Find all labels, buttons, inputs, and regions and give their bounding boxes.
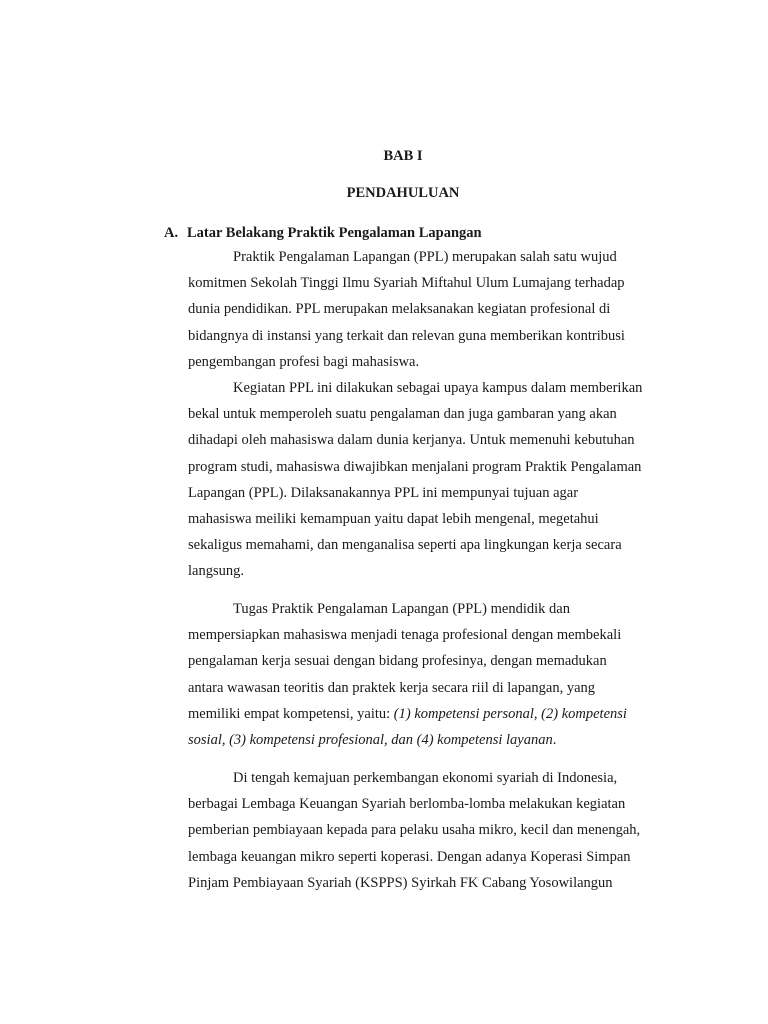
paragraph-line: antara wawasan teoritis dan praktek kerja secara riil di lapangan, yang — [188, 679, 596, 696]
chapter-label: BAB I — [383, 148, 423, 164]
paragraph-line: bidangnya di instansi yang terkait dan relevan guna memberikan kontribusi — [188, 327, 625, 344]
paragraph-line: dunia pendidikan. PPL merupakan melaksanakan kegiatan profesional di — [188, 301, 611, 318]
competency-period: . — [552, 732, 557, 749]
chapter-title: PENDAHULUAN — [346, 185, 460, 201]
section-heading — [164, 224, 482, 242]
section-title: Latar Belakang Praktik Pengalaman Lapangan — [187, 225, 482, 241]
paragraph-4 — [188, 765, 678, 896]
paragraph-2 — [188, 375, 678, 585]
paragraph-line: Kegiatan PPL ini dilakukan sebagai upaya kampus dalam memberikan — [233, 380, 643, 396]
paragraph-line: mahasiswa meiliki kemampuan yaitu dapat lebih mengenal, megetahui — [188, 511, 599, 528]
paragraph-line: mempersiapkan mahasiswa menjadi tenaga profesional dengan membekali — [188, 627, 622, 644]
paragraph-line: pengalaman kerja sesuai dengan bidang profesinya, dengan memadukan — [188, 653, 607, 670]
paragraph-line: bekal untuk memperoleh suatu pengalaman dan juga gambaran yang akan — [188, 406, 617, 423]
paragraph-line: langsung. — [188, 563, 244, 580]
paragraph-line: pemberian pembiayaan kepada para pelaku usaha mikro, kecil dan menengah, — [188, 822, 641, 839]
paragraph-line: program studi, mahasiswa diwajibkan menjalani program Praktik Pengalaman — [188, 458, 642, 475]
paragraph-line: Di tengah kemajuan perkembangan ekonomi syariah di Indonesia, — [233, 770, 618, 786]
section-letter: A. — [164, 225, 179, 241]
paragraph-line — [188, 727, 678, 753]
paragraph-1 — [188, 244, 678, 375]
paragraph-line — [188, 701, 678, 727]
paragraph-line: lembaga keuangan mikro seperti koperasi. Dengan adanya Koperasi Simpan — [188, 848, 631, 865]
competency-list-part-1: (1) kompetensi personal, (2) kompetensi — [393, 705, 627, 722]
paragraph-line: Tugas Praktik Pengalaman Lapangan (PPL) mendidik dan — [233, 601, 570, 617]
competency-intro: memiliki empat kompetensi, yaitu: — [188, 705, 394, 722]
paragraph-line: sekaligus memahami, dan menganalisa seperti apa lingkungan kerja secara — [188, 537, 622, 554]
paragraph-line: pengembangan profesi bagi mahasiswa. — [188, 353, 420, 370]
competency-list-part-2: sosial, (3) kompetensi profesional, dan (4) kompetensi layanan — [188, 732, 553, 749]
paragraph-line: Praktik Pengalaman Lapangan (PPL) merupakan salah satu wujud — [233, 249, 617, 265]
paragraph-3 — [188, 596, 678, 753]
paragraph-line: Pinjam Pembiayaan Syariah (KSPPS) Syirkah FK Cabang Yosowilangun — [188, 874, 613, 891]
paragraph-line: dihadapi oleh mahasiswa dalam dunia kerjanya. Untuk memenuhi kebutuhan — [188, 432, 635, 449]
paragraph-line: komitmen Sekolah Tinggi Ilmu Syariah Miftahul Ulum Lumajang terhadap — [188, 275, 625, 292]
paragraph-line: Lapangan (PPL). Dilaksanakannya PPL ini mempunyai tujuan agar — [188, 484, 579, 501]
paragraph-line: berbagai Lembaga Keuangan Syariah berlomba-lomba melakukan kegiatan — [188, 796, 626, 813]
